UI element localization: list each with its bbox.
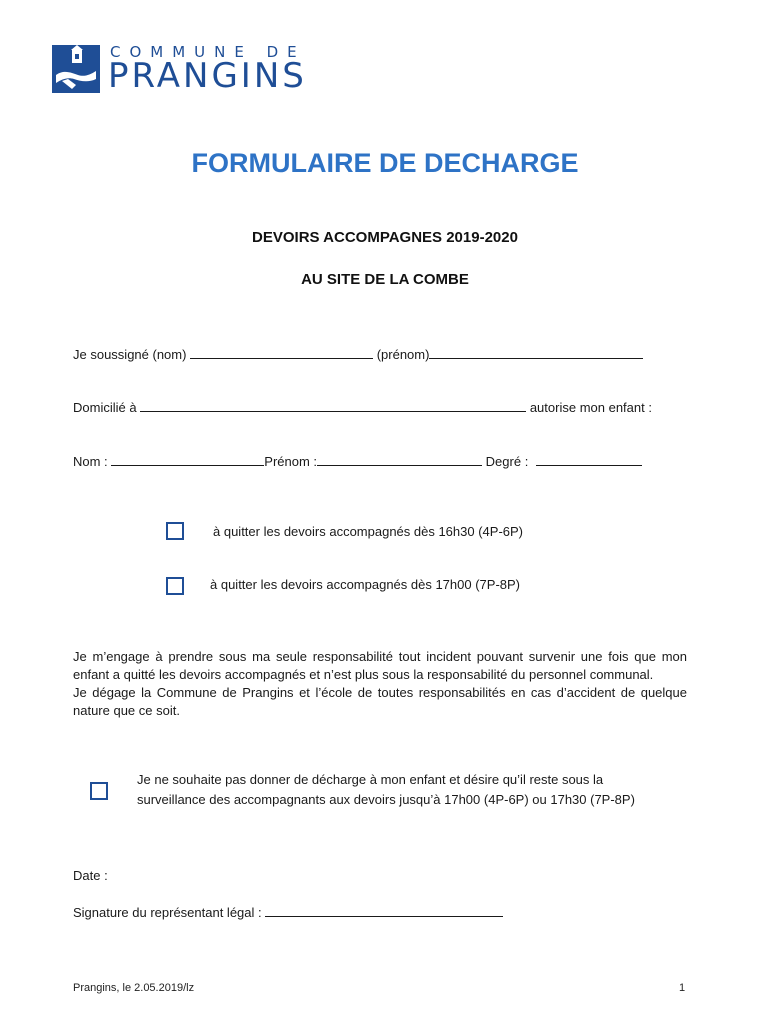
enfant-prenom-field[interactable] [317,452,482,466]
option-16h30-checkbox[interactable] [166,522,184,540]
signature-label: Signature du représentant légal : [73,905,262,920]
page-title: FORMULAIRE DE DECHARGE [191,148,579,178]
prangins-emblem-icon [52,45,100,93]
enfant-nom-field[interactable] [111,452,264,466]
domicilie-label: Domicilié à [73,400,137,415]
soussigne-row [73,345,643,362]
optout-line2: surveillance des accompagnants aux devoirs jusqu’à 17h00 (4P-6P) ou 17h30 (7P-8P) [137,792,635,807]
prenom-field[interactable] [429,345,643,359]
page-number: 1 [679,982,686,994]
optout-line1: Je ne souhaite pas donner de décharge à mon enfant et désire qu’il reste sous la [137,772,604,787]
signature-field[interactable] [265,903,503,917]
footer-place-date: Prangins, le 2.05.2019/lz [73,982,195,994]
domicile-field[interactable] [140,398,526,412]
prenom2-label: Prénom : [264,454,318,469]
option-17h00-label: à quitter les devoirs accompagnés dès 17h00 (7P-8P) [210,577,521,592]
degre-label: Degré : [485,454,529,469]
autorise-label: autorise mon enfant : [529,400,652,415]
date-label: Date : [73,868,108,883]
logo-line1: COMMUNE DE [110,43,306,61]
optout-checkbox[interactable] [90,782,108,800]
responsibility-paragraph: Je m’engage à prendre sous ma seule responsabilité tout incident pouvant survenir une fois que mon enfant a quitté les devoirs accompagnés et n’est plus sous la responsabilité du personnel communal. [73,649,687,682]
prenom-label: (prénom) [376,347,430,362]
nom-field[interactable] [190,345,373,359]
enfant-row [73,452,642,469]
subtitle-site: AU SITE DE LA COMBE [301,271,469,288]
responsibility-text [73,648,687,720]
domicile-row [73,398,652,415]
soussigne-label: Je soussigné (nom) [73,347,187,362]
optout-text [137,770,697,810]
option-17h00-checkbox[interactable] [166,577,184,595]
logo-line2: PRANGINS [108,56,307,96]
nom-label: Nom : [73,454,108,469]
option-16h30-label: à quitter les devoirs accompagnés dès 16h30 (4P-6P) [213,524,524,539]
subtitle-devoirs: DEVOIRS ACCOMPAGNES 2019-2020 [252,229,518,246]
discharge-paragraph: Je dégage la Commune de Prangins et l’école de toutes responsabilités en cas d’accident de quelque nature que ce soit. [73,685,687,718]
degre-field[interactable] [536,452,642,466]
commune-logo [52,43,342,95]
signature-row [73,903,503,920]
